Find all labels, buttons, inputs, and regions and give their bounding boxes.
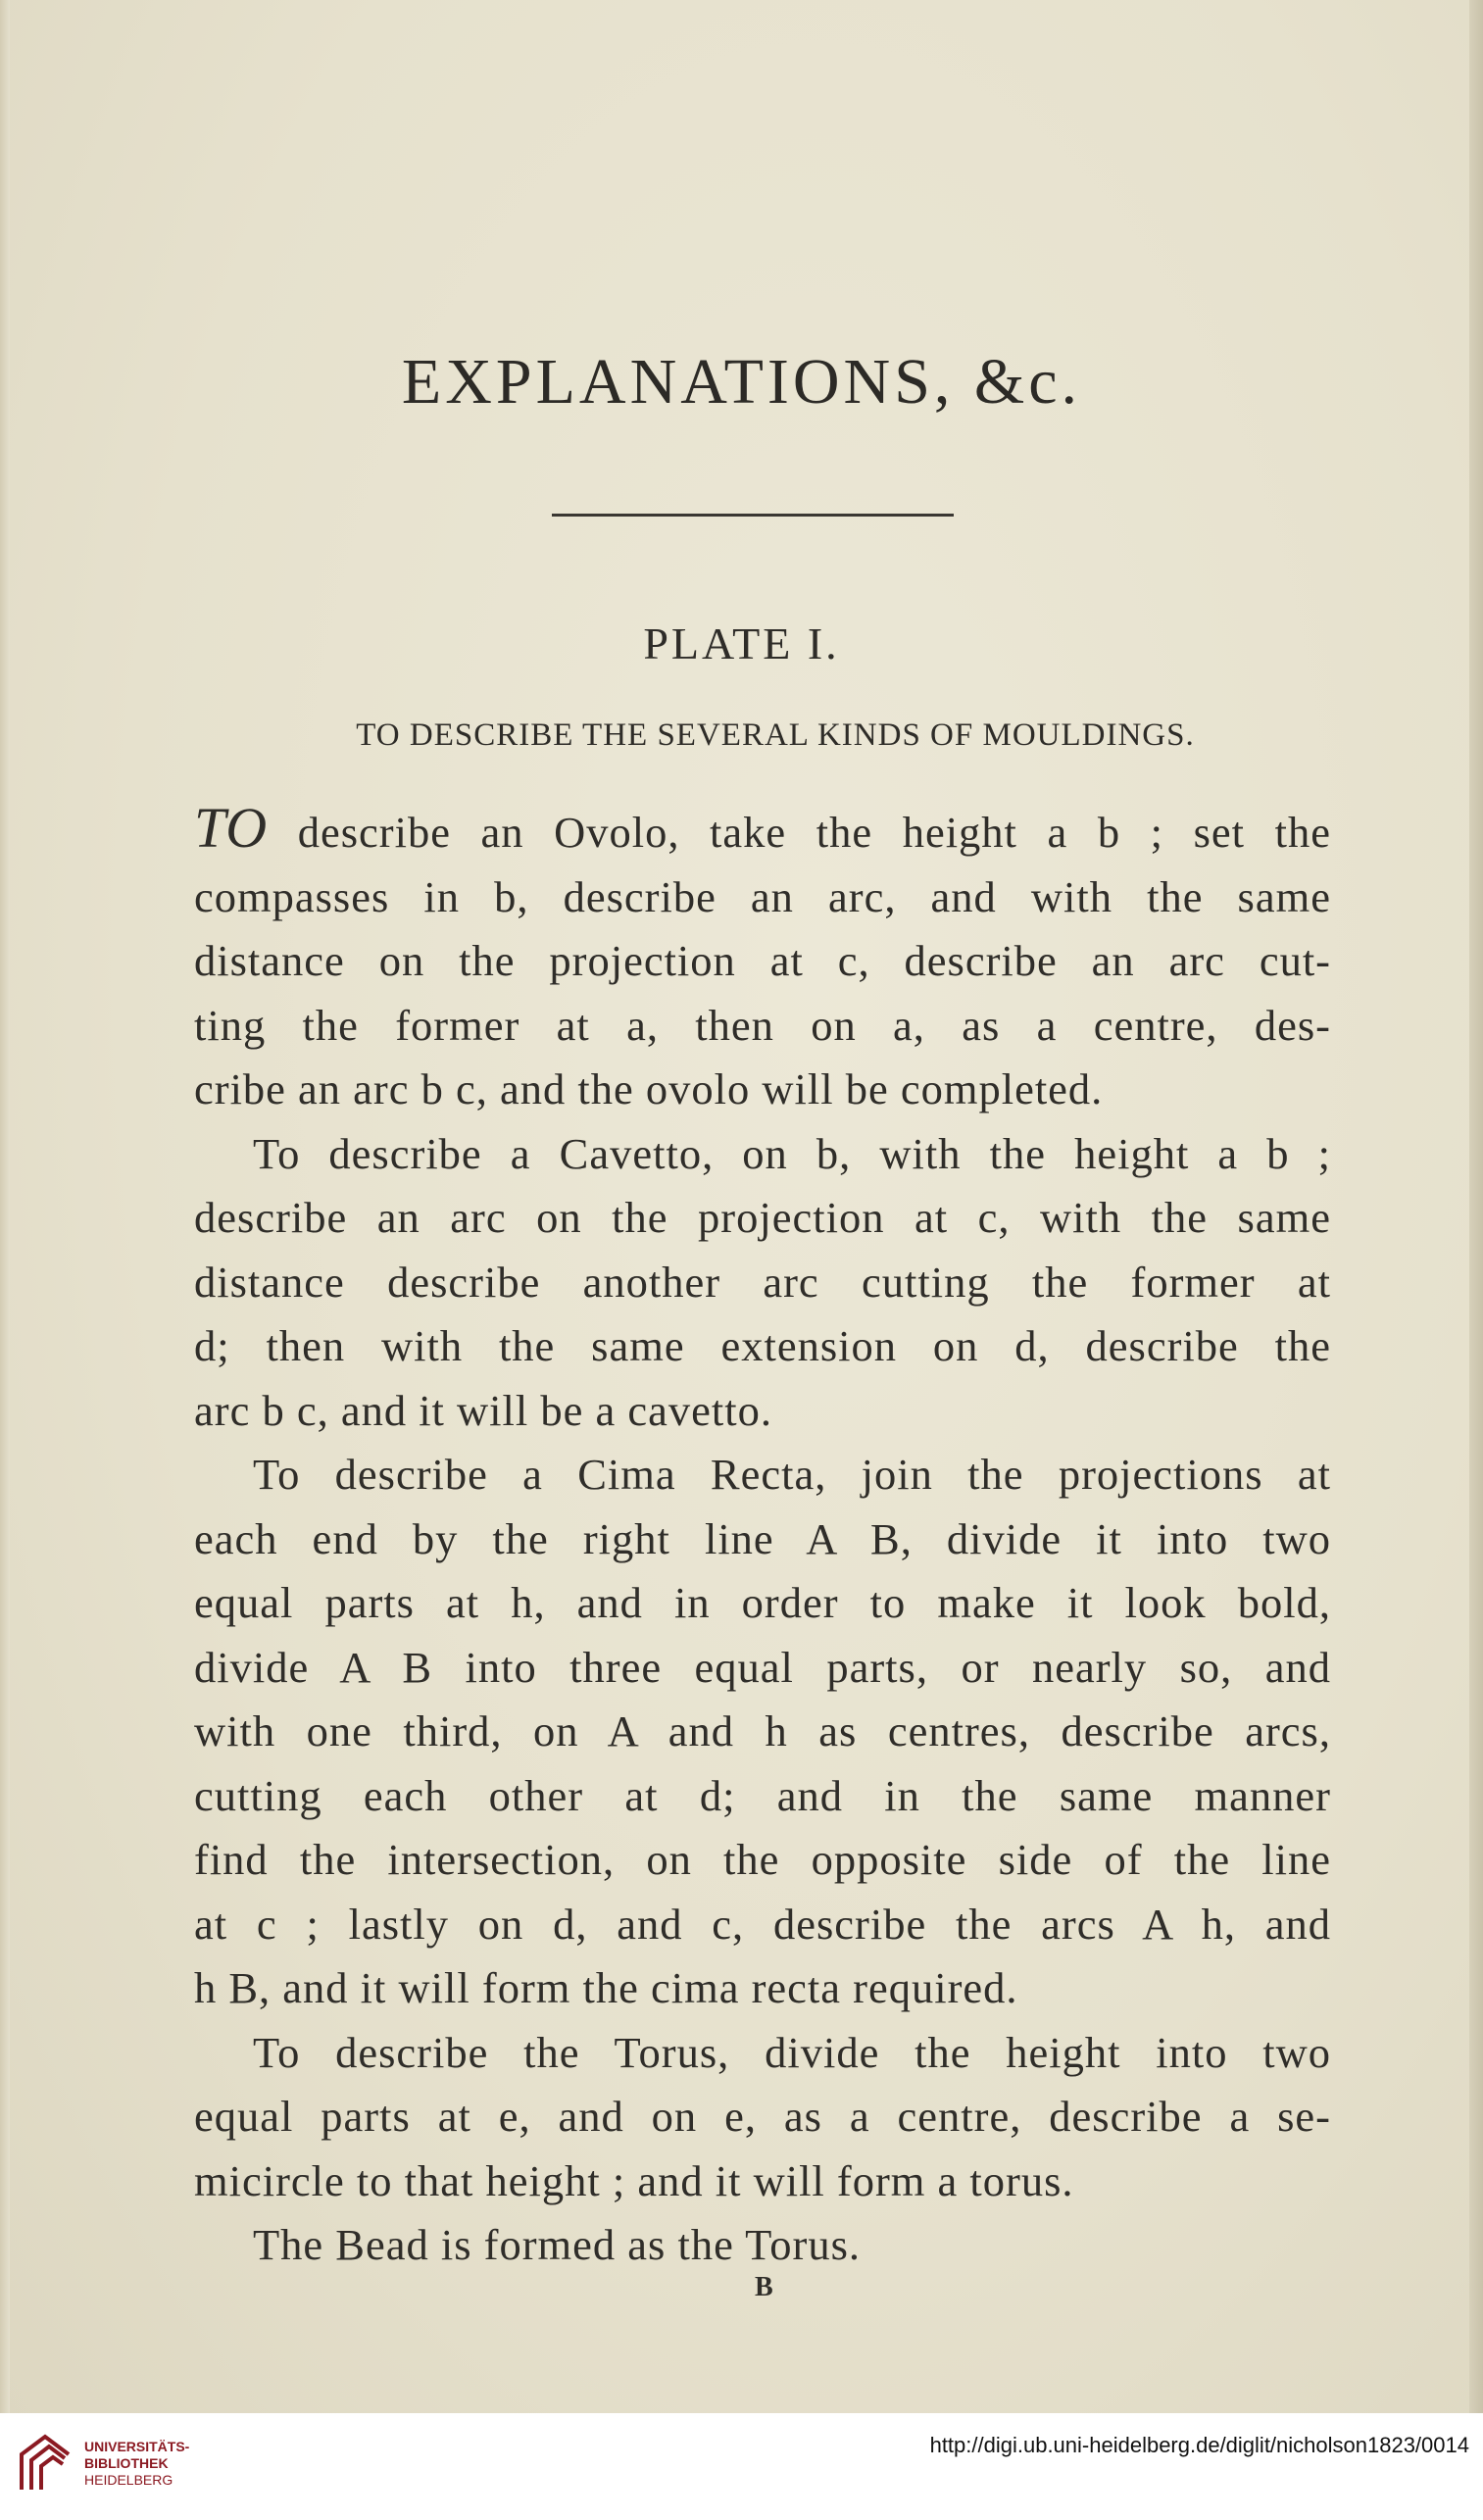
body-text — [194, 796, 1331, 2278]
text-line: cribe an arc b c, and the ovolo will be completed. — [194, 1064, 1104, 1113]
text-line: each end by the right line A B, divide it into two — [194, 1513, 1331, 1563]
text-line: equal parts at h, and in order to make it look bold, — [194, 1578, 1331, 1627]
text-line: with one third, on A and h as centres, describe arcs, — [194, 1706, 1331, 1755]
text-line: distance describe another arc cutting the former at — [194, 1257, 1331, 1307]
text-line: at c ; lastly on d, and c, describe the arcs A h, and — [194, 1899, 1331, 1949]
text-line: ting the former at a, then on a, as a centre, des- — [194, 1000, 1331, 1050]
source-url-link[interactable]: http://digi.ub.uni-heidelberg.de/diglit/nicholson1823/0014 — [929, 2433, 1469, 2457]
text-line: micircle to that height ; and it will form a torus. — [194, 2155, 1074, 2205]
text-line: equal parts at e, and on e, as a centre, describe a se- — [194, 2092, 1331, 2141]
logo-line: UNIVERSITÄTS- — [84, 2439, 190, 2454]
drop-word: TO — [194, 796, 269, 860]
library-logo-text — [84, 2439, 189, 2489]
library-logo-icon — [16, 2431, 74, 2495]
logo-line: HEIDELBERG — [84, 2472, 173, 2488]
text-line: describe an arc on the projection at c, with the same — [194, 1193, 1331, 1242]
signature-mark: B — [755, 2272, 773, 2302]
logo-line: BIBLIOTHEK — [84, 2455, 169, 2471]
text-line: cutting each other at d; and in the same manner — [194, 1770, 1331, 1820]
text-line: divide A B into three equal parts, or nearly so, and — [194, 1642, 1331, 1692]
text-line: compasses in b, describe an arc, and with the same — [194, 871, 1331, 921]
text-line: arc b c, and it will be a cavetto. — [194, 1385, 773, 1435]
text-line: find the intersection, on the opposite side of the line — [194, 1835, 1331, 1884]
text-line: distance on the projection at c, describe an arc cut- — [194, 936, 1331, 985]
text-line: The Bead is formed as the Torus. — [253, 2220, 862, 2269]
text-line: To describe the Torus, divide the height into two — [253, 2027, 1331, 2077]
page-title: EXPLANATIONS, &c. — [401, 346, 1082, 418]
line-text: describe an Ovolo, take the height a b ; set the — [268, 808, 1331, 857]
text-line: h B, and it will form the cima recta required. — [194, 1963, 1018, 2012]
text-line: To describe a Cima Recta, join the projections at — [253, 1450, 1331, 1499]
text-line: To describe a Cavetto, on b, with the height a b ; — [253, 1128, 1331, 1178]
text-line — [194, 796, 1331, 865]
section-subtitle: TO DESCRIBE THE SEVERAL KINDS OF MOULDINGS. — [356, 717, 1195, 753]
title-rule — [552, 514, 954, 517]
plate-heading: PLATE I. — [643, 618, 840, 668]
footer-bar — [0, 2413, 1483, 2520]
text-line: d; then with the same extension on d, describe the — [194, 1321, 1331, 1370]
